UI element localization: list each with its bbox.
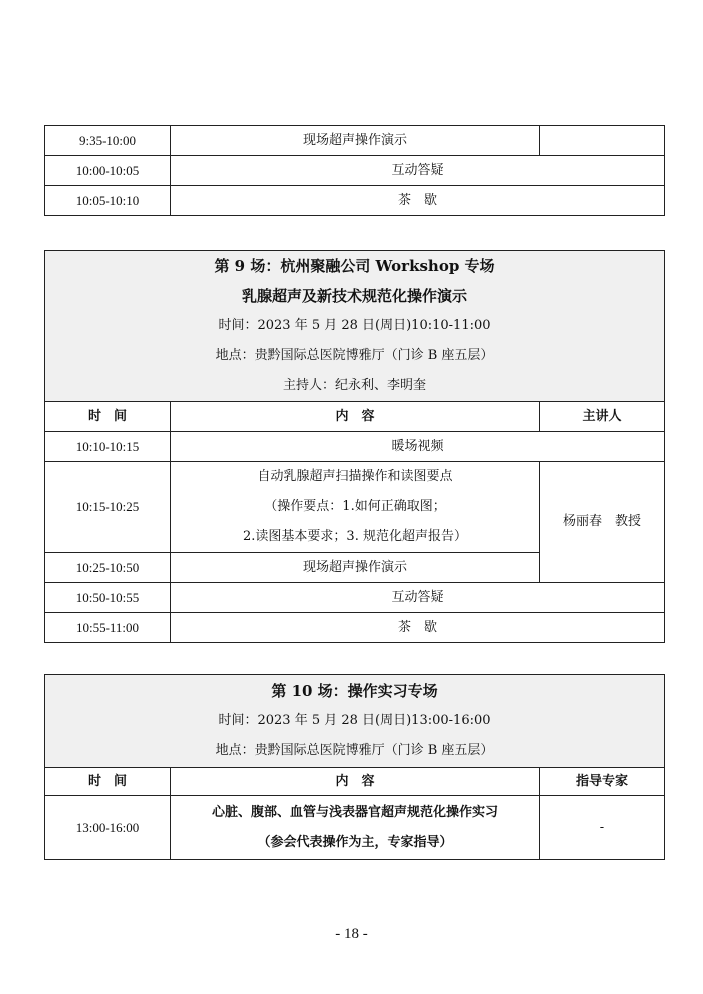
table-row xyxy=(45,796,665,860)
table-row xyxy=(45,186,665,216)
content-cell xyxy=(171,462,540,553)
session-10-header xyxy=(45,675,665,768)
time-cell: 10:50-10:55 xyxy=(45,583,171,613)
content-line: 自动乳腺超声扫描操作和读图要点 xyxy=(257,469,453,484)
time-cell: 10:05-10:10 xyxy=(45,186,171,216)
schedule-table-continued xyxy=(44,125,665,216)
time-cell: 9:35-10:00 xyxy=(45,126,171,156)
header-content: 内 容 xyxy=(171,768,540,796)
time-cell: 10:25-10:50 xyxy=(45,553,171,583)
speaker-cell: - xyxy=(540,796,665,860)
content-line: 2.读图基本要求；3. 规范化超声报告） xyxy=(243,529,467,544)
time-cell: 10:00-10:05 xyxy=(45,156,171,186)
content-line: （操作要点：1.如何正确取图； xyxy=(264,499,446,514)
time-cell: 10:55-11:00 xyxy=(45,613,171,643)
table-row xyxy=(45,156,665,186)
table-header-row xyxy=(45,402,665,432)
table-row xyxy=(45,613,665,643)
table-row xyxy=(45,126,665,156)
table-header-row xyxy=(45,768,665,796)
header-time: 时 间 xyxy=(45,768,171,796)
table-row xyxy=(45,462,665,553)
speaker-cell: 杨丽春 教授 xyxy=(540,462,665,583)
speaker-cell xyxy=(540,126,665,156)
session-location: 地点：贵黔国际总医院博雅厅（门诊 B 座五层） xyxy=(215,743,494,758)
content-cell: 茶 歇 xyxy=(171,613,665,643)
session-time: 时间：2023 年 5 月 28 日(周日)10:10-11:00 xyxy=(218,318,491,333)
header-time: 时 间 xyxy=(45,402,171,432)
content-cell xyxy=(171,796,540,860)
session-location: 地点：贵黔国际总医院博雅厅（门诊 B 座五层） xyxy=(215,348,494,363)
session-title: 第 9 场：杭州聚融公司 Workshop 专场 xyxy=(214,257,495,275)
content-cell: 互动答疑 xyxy=(171,156,665,186)
session-host: 主持人：纪永利、李明奎 xyxy=(282,378,426,393)
time-cell: 10:15-10:25 xyxy=(45,462,171,553)
header-speaker: 主讲人 xyxy=(540,402,665,432)
content-cell: 现场超声操作演示 xyxy=(171,126,540,156)
table-row xyxy=(45,583,665,613)
content-cell: 互动答疑 xyxy=(171,583,665,613)
session-9-header xyxy=(45,251,665,402)
header-content: 内 容 xyxy=(171,402,540,432)
content-cell: 现场超声操作演示 xyxy=(171,553,540,583)
time-cell: 10:10-10:15 xyxy=(45,432,171,462)
page-number: - 18 - xyxy=(335,926,368,942)
session-title: 第 10 场：操作实习专场 xyxy=(271,682,438,700)
session-time: 时间：2023 年 5 月 28 日(周日)13:00-16:00 xyxy=(218,713,491,728)
session-10-table xyxy=(44,674,665,860)
session-subtitle: 乳腺超声及新技术规范化操作演示 xyxy=(241,287,467,305)
table-row xyxy=(45,432,665,462)
content-cell: 茶 歇 xyxy=(171,186,665,216)
content-line: 心脏、腹部、血管与浅表器官超声规范化操作实习 xyxy=(211,804,498,820)
session-9-table xyxy=(44,250,665,643)
time-cell: 13:00-16:00 xyxy=(45,796,171,860)
content-line: （参会代表操作为主，专家指导） xyxy=(257,834,453,850)
header-speaker: 指导专家 xyxy=(540,768,665,796)
content-cell: 暖场视频 xyxy=(171,432,665,462)
